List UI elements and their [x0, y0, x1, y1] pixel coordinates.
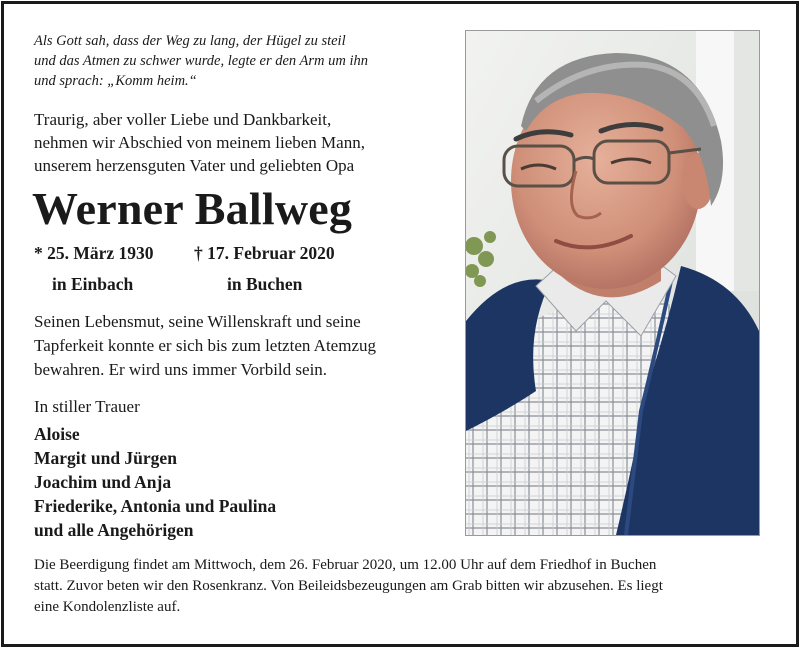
birth-place: in Einbach — [52, 274, 134, 294]
funeral-notice-line-1: Die Beerdigung findet am Mittwoch, dem 26. Februar 2020, um 12.00 Uhr auf dem Friedhof in Buchen — [34, 557, 657, 573]
intro-line-3: unserem herzensguten Vater und geliebten Opa — [34, 156, 355, 175]
funeral-notice-line-3: eine Kondolenzliste auf. — [34, 599, 181, 615]
family-member: Margit und Jürgen — [34, 448, 177, 468]
portrait-photo — [465, 30, 760, 536]
death-place: in Buchen — [227, 274, 303, 294]
death-date: † 17. Februar 2020 — [194, 243, 335, 263]
deceased-name: Werner Ballweg — [32, 183, 353, 234]
mourning-label: In stiller Trauer — [34, 397, 140, 416]
tribute-line-2: Tapferkeit konnte er sich bis zum letzten Atemzug — [34, 336, 377, 355]
tribute-line-1: Seinen Lebensmut, seine Willenskraft und seine — [34, 312, 361, 331]
family-member: und alle Angehörigen — [34, 520, 194, 540]
tribute-line-3: bewahren. Er wird uns immer Vorbild sein. — [34, 360, 328, 379]
quote-line-2: und das Atmen zu schwer wurde, legte er den Arm um ihn — [34, 53, 369, 69]
funeral-notice-line-2: statt. Zuvor beten wir den Rosenkranz. Von Beileidsbezeugungen am Grab bitten wir abzusehen. Es liegt — [34, 578, 663, 594]
intro-line-2: nehmen wir Abschied von meinem lieben Mann, — [34, 133, 365, 152]
family-member: Friederike, Antonia und Paulina — [34, 496, 277, 516]
quote-line-1: Als Gott sah, dass der Weg zu lang, der Hügel zu steil — [34, 33, 346, 49]
portrait-illustration — [466, 31, 759, 535]
family-member: Aloise — [34, 424, 80, 444]
family-member: Joachim und Anja — [34, 472, 172, 492]
intro-line-1: Traurig, aber voller Liebe und Dankbarkeit, — [34, 110, 332, 129]
birth-date: * 25. März 1930 — [34, 243, 154, 263]
quote-line-3: und sprach: „Komm heim.“ — [34, 73, 197, 89]
